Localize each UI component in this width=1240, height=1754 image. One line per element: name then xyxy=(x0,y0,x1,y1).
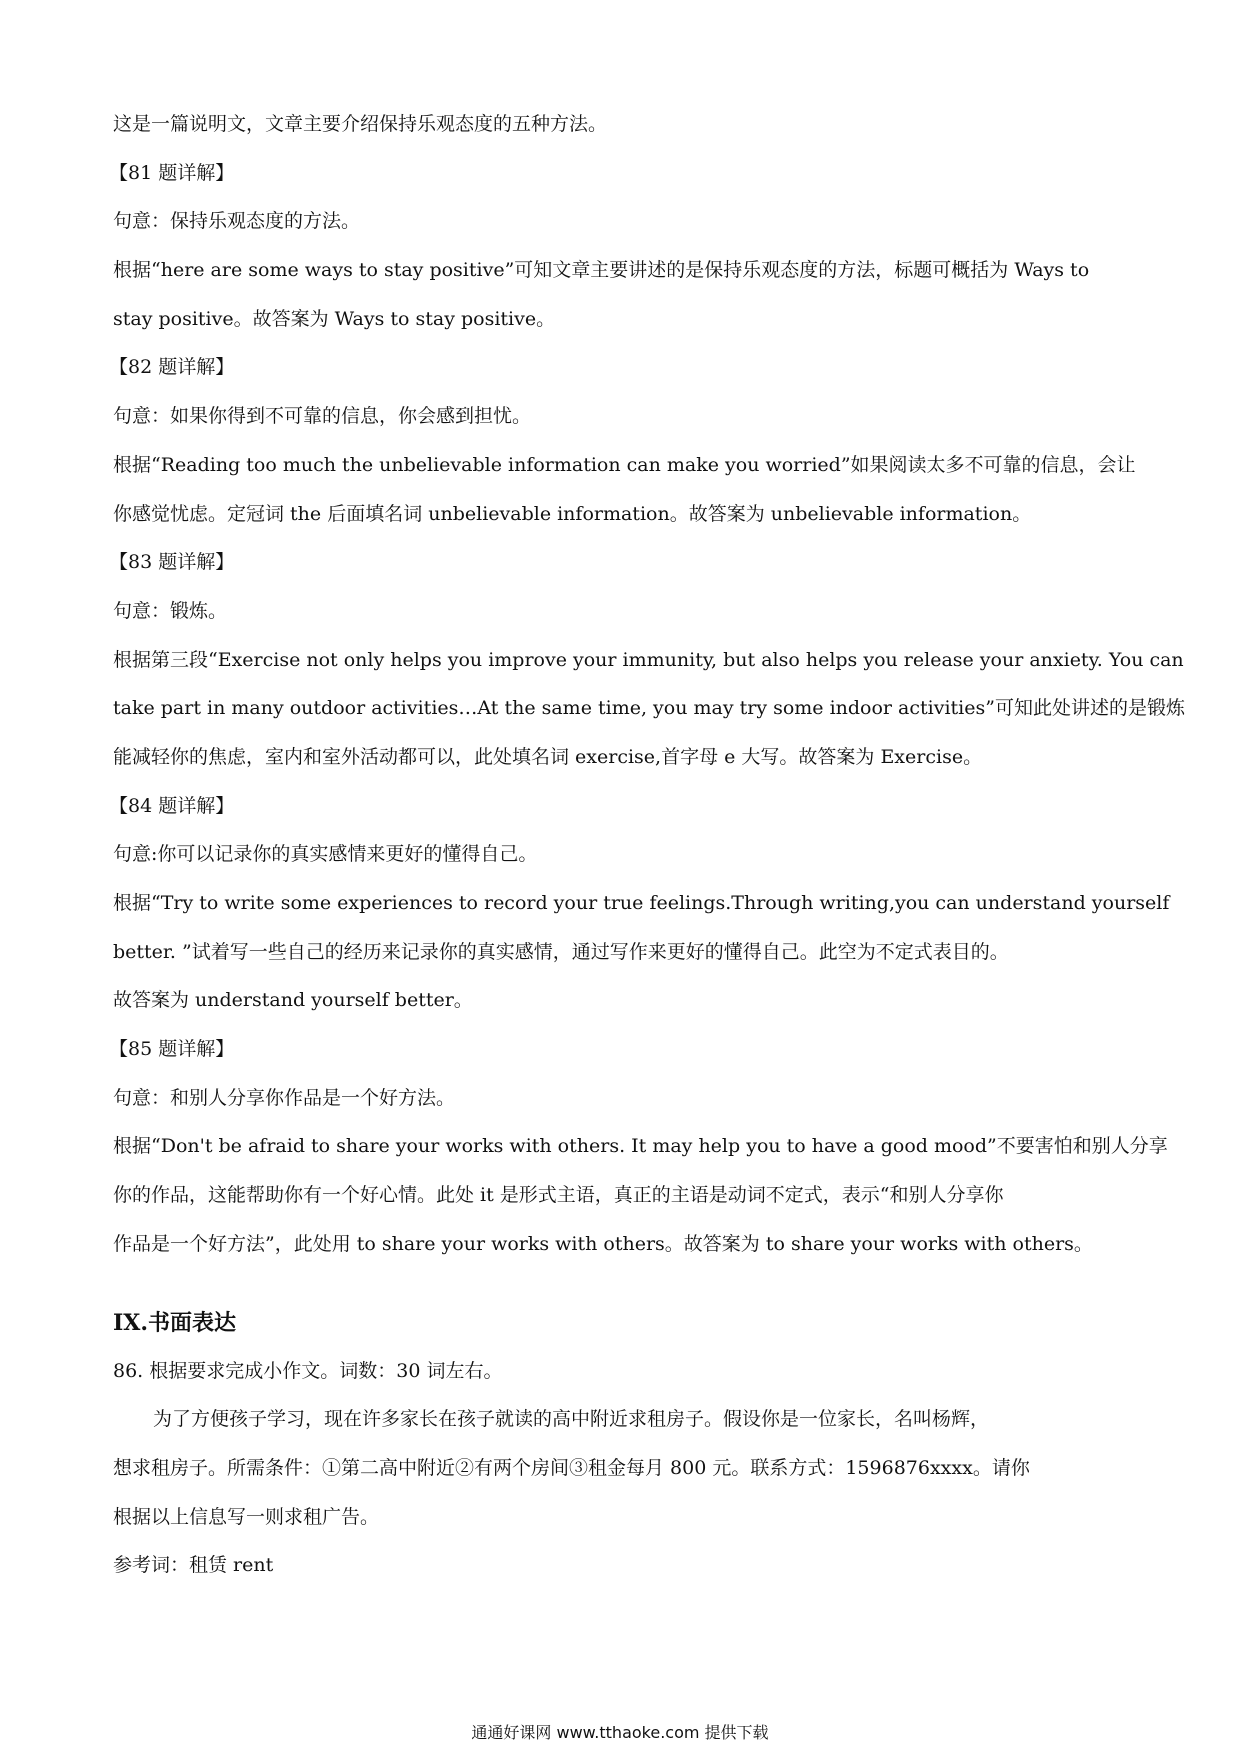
q85-heading: 【85 题详解】 xyxy=(109,1038,235,1061)
q81-meaning: 句意：保持乐观态度的方法。 xyxy=(113,210,361,233)
q82-explanation-line: 你感觉忧虑。定冠词 the 后面填名词 unbelievable information。故答案为 unbelievable information。 xyxy=(113,502,1032,525)
section-title-writing: IX.书面表达 xyxy=(113,1309,237,1336)
q85-explanation-line: 作品是一个好方法”，此处用 to share your works with others。故答案为 to share your works with others。 xyxy=(113,1232,1093,1255)
q81-explanation-line: stay positive。故答案为 Ways to stay positive。 xyxy=(113,307,556,330)
q83-heading: 【83 题详解】 xyxy=(109,551,235,574)
page-footer: 通通好课网 www.tthaoke.com 提供下载 xyxy=(471,1723,769,1742)
q82-explanation-line: 根据“Reading too much the unbelievable information can make you worried”如果阅读太多不可靠的信息，会让 xyxy=(113,453,1136,476)
q84-explanation-line: better. ”试着写一些自己的经历来记录你的真实感情，通过写作来更好的懂得自己。此空为不定式表目的。 xyxy=(113,940,1009,963)
q82-heading: 【82 题详解】 xyxy=(109,356,235,379)
q86-scenario-line: 为了方便孩子学习，现在许多家长在孩子就读的高中附近求租房子。假设你是一位家长，名叫杨辉， xyxy=(153,1408,990,1431)
q86-reference-words: 参考词：租赁 rent xyxy=(113,1554,274,1577)
q84-meaning: 句意:你可以记录你的真实感情来更好的懂得自己。 xyxy=(113,843,538,866)
q85-meaning: 句意：和别人分享你作品是一个好方法。 xyxy=(113,1086,456,1109)
q83-explanation-line: 根据第三段“Exercise not only helps you improve your immunity, but also helps you release your anxiety. You can xyxy=(113,648,1184,671)
q83-explanation-line: 能减轻你的焦虑，室内和室外活动都可以，此处填名词 exercise,首字母 e 大写。故答案为 Exercise。 xyxy=(113,745,983,768)
q82-meaning: 句意：如果你得到不可靠的信息，你会感到担忧。 xyxy=(113,405,532,428)
q86-scenario-line: 想求租房子。所需条件：①第二高中附近②有两个房间③租金每月 800 元。联系方式：1596876xxxx。请你 xyxy=(113,1456,1030,1479)
q84-explanation-line: 根据“Try to write some experiences to record your true feelings.Through writing,you can understand yourself xyxy=(113,892,1170,914)
q84-heading: 【84 题详解】 xyxy=(109,794,235,817)
q81-heading: 【81 题详解】 xyxy=(109,161,235,184)
q81-explanation-line: 根据“here are some ways to stay positive”可知文章主要讲述的是保持乐观态度的方法，标题可概括为 Ways to xyxy=(113,259,1090,282)
q83-meaning: 句意：锻炼。 xyxy=(113,599,228,622)
q86-prompt: 86. 根据要求完成小作文。词数：30 词左右。 xyxy=(113,1359,503,1382)
document-body xyxy=(109,100,1185,1590)
q84-explanation-line: 故答案为 understand yourself better。 xyxy=(113,989,473,1012)
q83-explanation-line: take part in many outdoor activities…At the same time, you may try some indoor activities”可知此处讲述的是锻炼 xyxy=(113,697,1185,720)
intro-text: 这是一篇说明文，文章主要介绍保持乐观态度的五种方法。 xyxy=(113,113,608,135)
q85-explanation-line: 你的作品，这能帮助你有一个好心情。此处 it 是形式主语，真正的主语是动词不定式，表示“和别人分享你 xyxy=(113,1184,1004,1207)
q85-explanation-line: 根据“Don't be afraid to share your works with others. It may help you to have a good mood”不要害怕和别人分享 xyxy=(113,1135,1168,1158)
q86-scenario-line: 根据以上信息写一则求租广告。 xyxy=(113,1505,380,1528)
